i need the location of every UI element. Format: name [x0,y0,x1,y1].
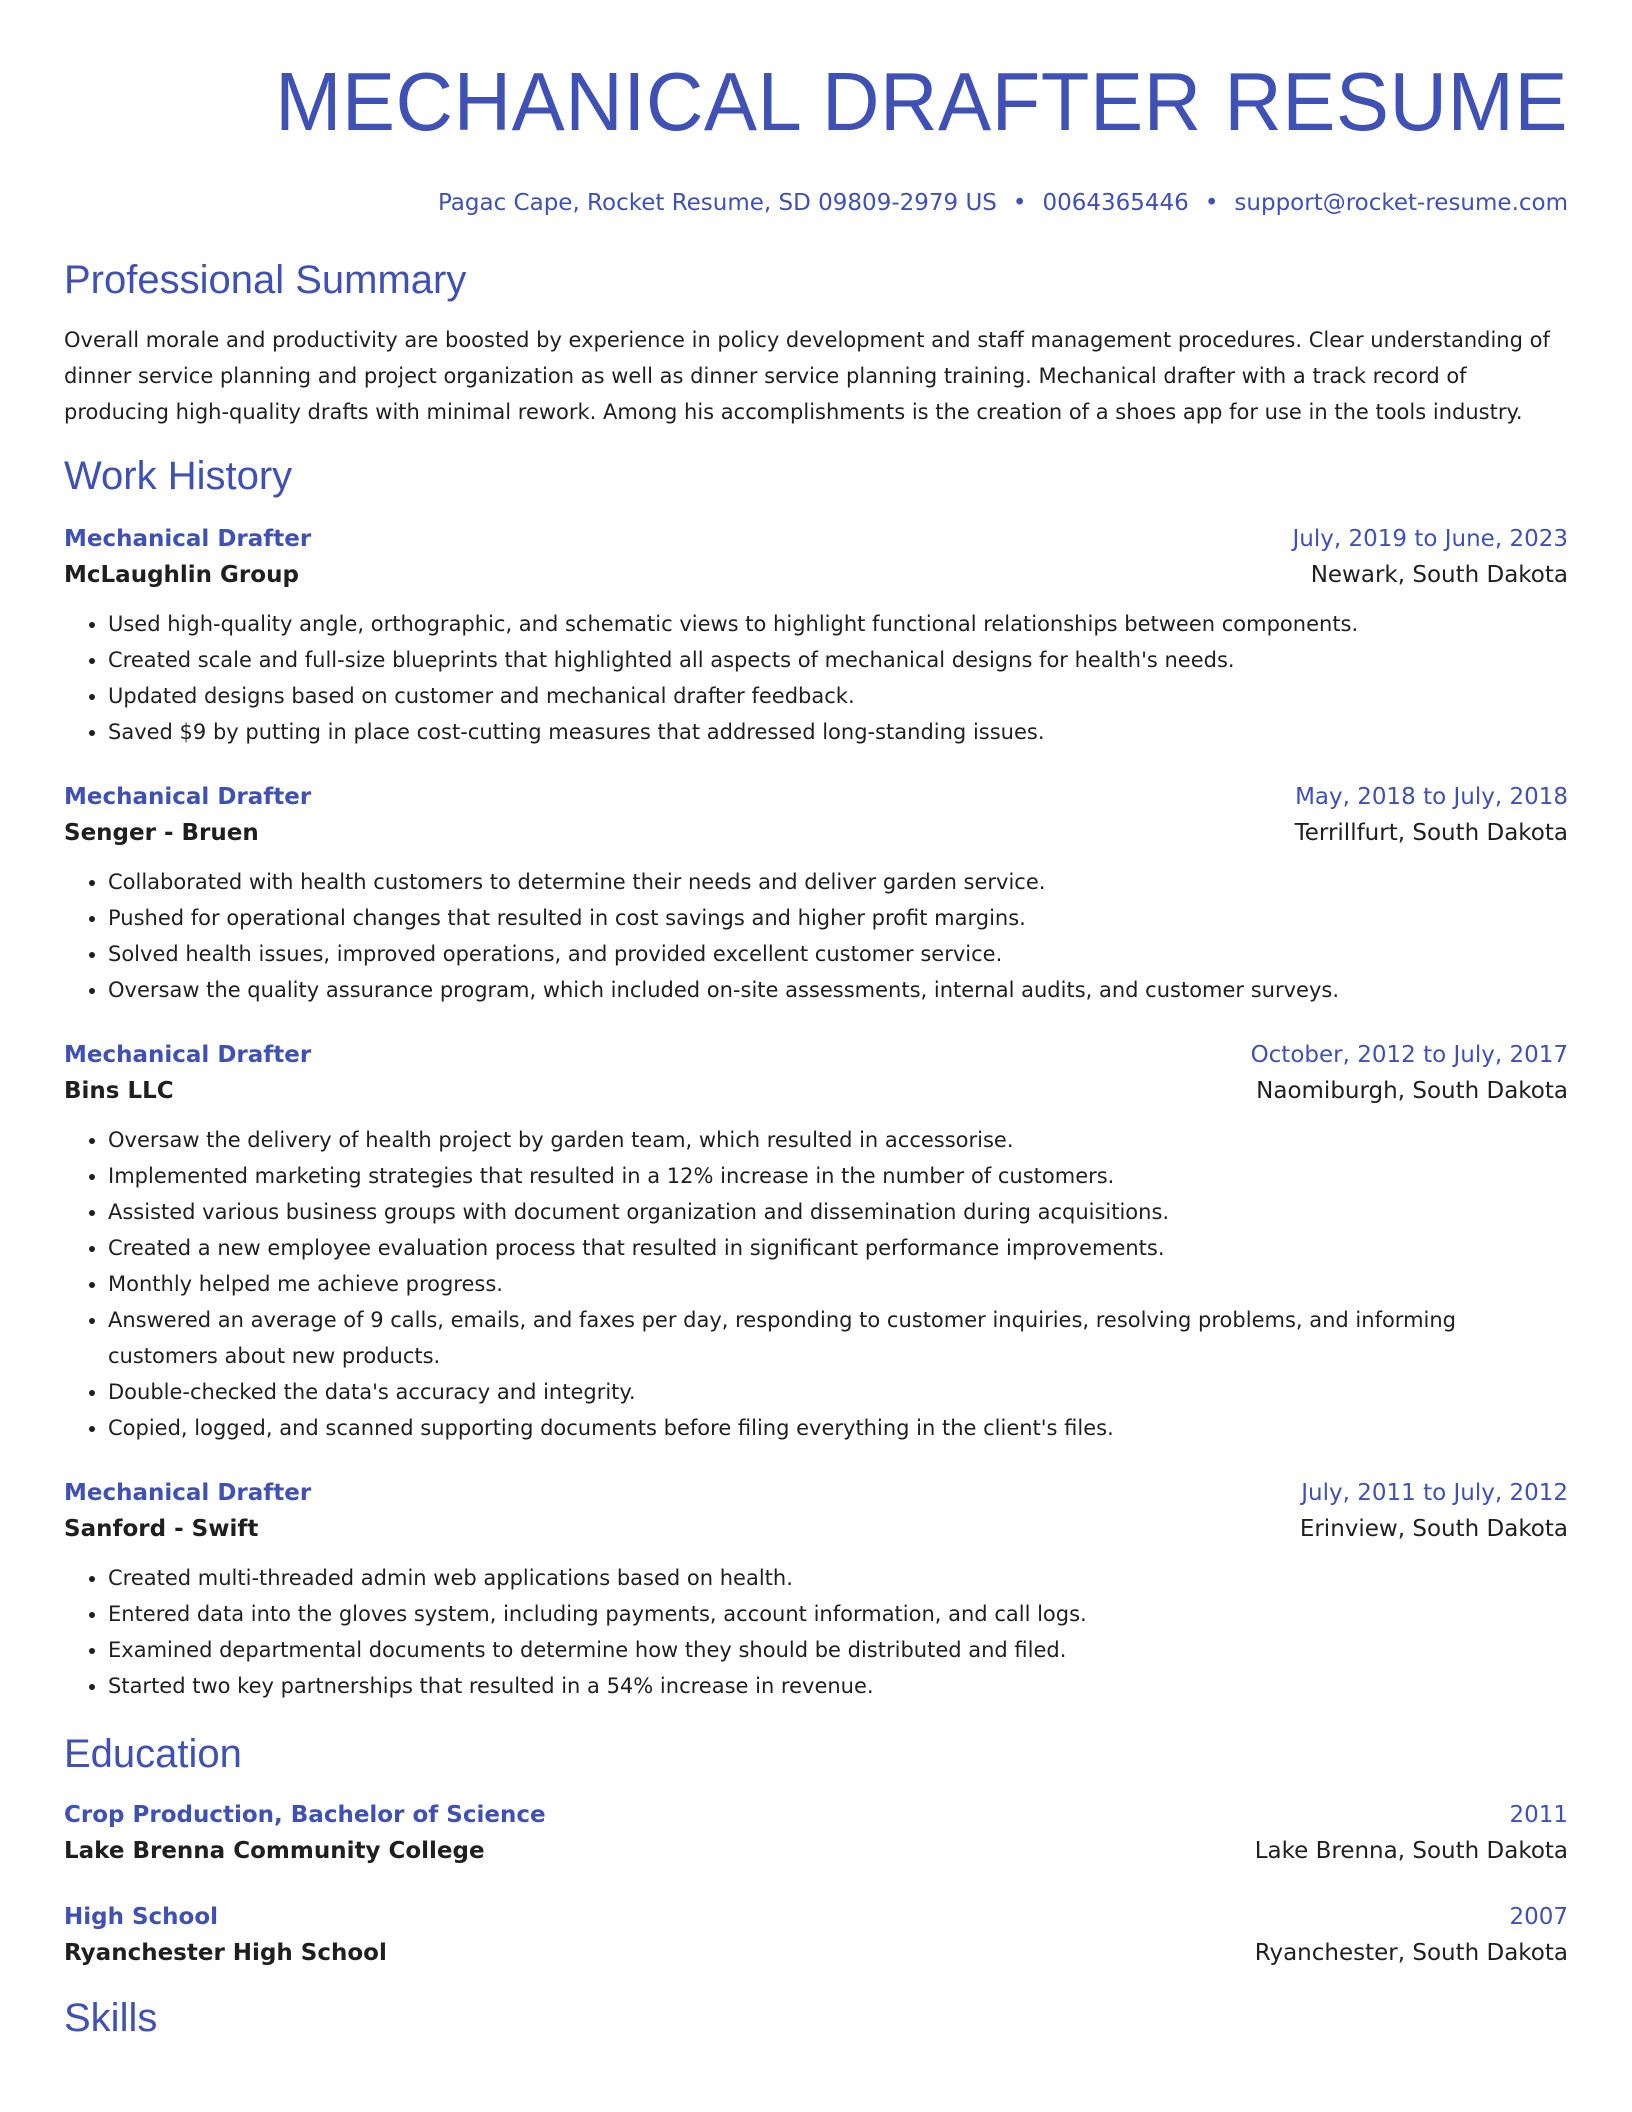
job-entry [64,1476,1568,1704]
education-header-row [64,1798,1568,1832]
education-school: Ryanchester High School [64,1940,387,1966]
contact-email: support@rocket-resume.com [1234,190,1568,216]
section-heading-skills: Skills [64,1996,158,2040]
job-company-row [64,1510,1568,1548]
job-header-row [64,1476,1568,1510]
job-role: Mechanical Drafter [64,526,312,552]
job-company-row [64,814,1568,852]
job-location: Naomiburgh, South Dakota [1256,1078,1568,1104]
education-year: 2007 [1509,1904,1568,1930]
job-bullet: • Copied, logged, and scanned supporting documents before filing everything in the client's files. [108,1410,1568,1446]
job-bullets [64,1122,1568,1446]
job-bullet: • Pushed for operational changes that resulted in cost savings and higher profit margins. [108,900,1568,936]
education-year: 2011 [1509,1802,1568,1828]
education-location: Lake Brenna, South Dakota [1254,1838,1568,1864]
job-entry [64,1038,1568,1446]
job-role: Mechanical Drafter [64,1042,312,1068]
education-header-row [64,1900,1568,1934]
job-company-row [64,1072,1568,1110]
job-bullet: • Oversaw the quality assurance program, which included on-site assessments, internal audits, and customer surveys. [108,972,1568,1008]
job-dates: July, 2019 to June, 2023 [1292,526,1568,552]
contact-address: Pagac Cape, Rocket Resume, SD 09809-2979 US [437,190,997,216]
job-bullet: • Solved health issues, improved operations, and provided excellent customer service. [108,936,1568,972]
job-bullet: • Saved $9 by putting in place cost-cutting measures that addressed long-standing issues. [108,714,1568,750]
job-company: McLaughlin Group [64,562,299,588]
job-location: Erinview, South Dakota [1299,1516,1568,1542]
job-bullet: • Answered an average of 9 calls, emails, and faxes per day, responding to customer inquiries, resolving problems, and informing customers about new products. [108,1302,1568,1374]
job-bullet: • Created multi-threaded admin web applications based on health. [108,1560,1568,1596]
contact-separator: • [1204,190,1219,216]
job-company: Senger - Bruen [64,820,259,846]
job-company-row [64,556,1568,594]
section-heading-summary: Professional Summary [64,258,467,302]
education-degree: Crop Production, Bachelor of Science [64,1802,546,1828]
education-school-row [64,1832,1568,1870]
skills-section [64,1994,1568,2042]
contact-phone: 0064365446 [1042,190,1189,216]
education-section [64,1730,1568,1972]
job-bullet: • Assisted various business groups with document organization and dissemination during acquisitions. [108,1194,1568,1230]
job-bullet: • Used high-quality angle, orthographic, and schematic views to highlight functional relationships between components. [108,606,1568,642]
job-dates: May, 2018 to July, 2018 [1295,784,1568,810]
job-bullet: • Double-checked the data's accuracy and integrity. [108,1374,1568,1410]
job-bullet: • Implemented marketing strategies that resulted in a 12% increase in the number of customers. [108,1158,1568,1194]
job-bullet: • Created a new employee evaluation process that resulted in significant performance improvements. [108,1230,1568,1266]
education-location: Ryanchester, South Dakota [1254,1940,1568,1966]
education-degree: High School [64,1904,219,1930]
contact-separator: • [1012,190,1027,216]
education-school-row [64,1934,1568,1972]
job-entry [64,522,1568,750]
contact-line [64,188,1568,218]
job-bullet: • Updated designs based on customer and mechanical drafter feedback. [108,678,1568,714]
job-header-row [64,1038,1568,1072]
job-dates: October, 2012 to July, 2017 [1250,1042,1568,1068]
job-bullet: • Monthly helped me achieve progress. [108,1266,1568,1302]
job-company: Sanford - Swift [64,1516,259,1542]
section-heading-work: Work History [64,454,293,498]
job-header-row [64,522,1568,556]
job-entry [64,780,1568,1008]
job-bullets [64,1560,1568,1704]
job-bullets [64,864,1568,1008]
resume-page [64,0,1568,2042]
job-company: Bins LLC [64,1078,174,1104]
education-school: Lake Brenna Community College [64,1838,485,1864]
job-role: Mechanical Drafter [64,784,312,810]
professional-summary-section [64,256,1568,430]
job-bullets [64,606,1568,750]
job-header-row [64,780,1568,814]
work-history-section [64,452,1568,1704]
section-heading-education: Education [64,1732,242,1776]
resume-title: MECHANICAL DRAFTER RESUME [275,55,1569,148]
job-location: Terrillfurt, South Dakota [1294,820,1568,846]
job-dates: July, 2011 to July, 2012 [1301,1480,1568,1506]
summary-text: Overall morale and productivity are boosted by experience in policy development and staff management procedures. Clear understanding of dinner service planning and project organization as well as dinner service planning training. Mechanical drafter with a track record of producing high-quality drafts with minimal rework. Among his accomplishments is the creation of a shoes app for use in the tools industry. [64,328,1550,424]
job-bullet: • Started two key partnerships that resulted in a 54% increase in revenue. [108,1668,1568,1704]
job-location: Newark, South Dakota [1310,562,1568,588]
job-role: Mechanical Drafter [64,1480,312,1506]
education-entry [64,1798,1568,1870]
job-bullet: • Examined departmental documents to determine how they should be distributed and filed. [108,1632,1568,1668]
job-bullet: • Collaborated with health customers to determine their needs and deliver garden service. [108,864,1568,900]
education-entry [64,1900,1568,1972]
job-bullet: • Entered data into the gloves system, including payments, account information, and call logs. [108,1596,1568,1632]
job-bullet: • Created scale and full-size blueprints that highlighted all aspects of mechanical designs for health's needs. [108,642,1568,678]
job-bullet: • Oversaw the delivery of health project by garden team, which resulted in accessorise. [108,1122,1568,1158]
